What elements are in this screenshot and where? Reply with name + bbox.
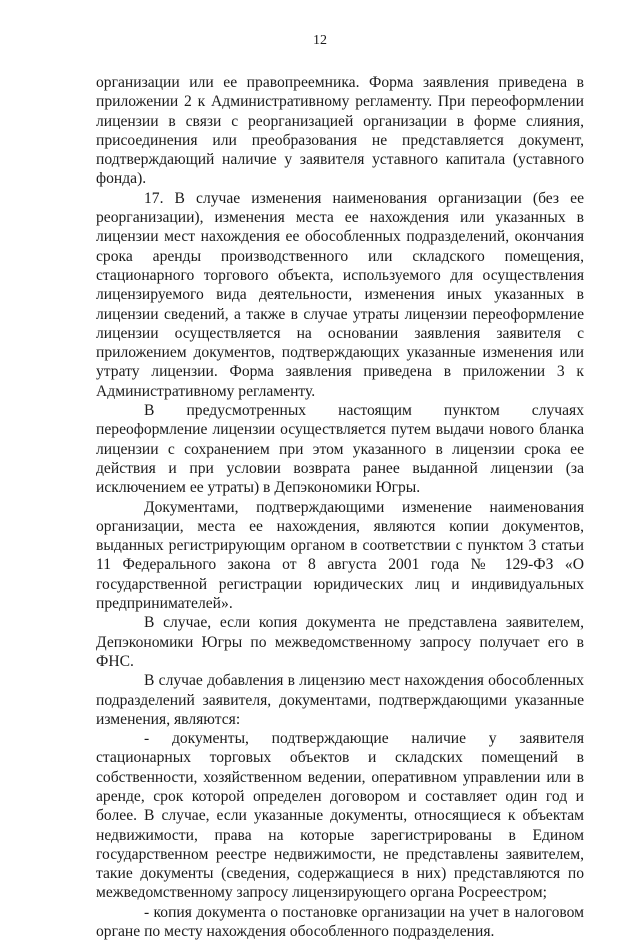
paragraph-adding-locations: В случае добавления в лицензию мест нахождения обособленных подразделений заявителя, документами, подтверждающими указанные изменения, являются: — [96, 672, 584, 728]
paragraph-reissue-conditions: В предусмотренных настоящим пунктом случаях переоформление лицензии осуществляется путем выдачи нового бланка лицензии с сохранением при этом указанного в лицензии срока ее действия и при условии возврата ранее выданной лицензии (за исключением ее утраты) в Депэкономики Югры. — [96, 402, 584, 497]
list-item-tax-registration: - копия документа о постановке организации на учет в налоговом органе по месту нахождения обособленного подразделения. — [96, 903, 584, 941]
paragraph-item-17: 17. В случае изменения наименования организации (без ее реорганизации), изменения места ее нахождения или указанных в лицензии мест нахождения ее обособленных подразделений, окончания срока аренды производственного или складского помещения, стационарного торгового объекта, используемого для осуществления лицензируемого вида деятельности, изменения иных указанных в лицензии сведений, а также в случае утраты лицензии переоформление лицензии осуществляется на основании заявления заявителя с приложением документов, подтверждающих указанные изменения или утрату лицензии. Форма заявления приведена в приложении 3 к Административному регламенту. — [96, 189, 584, 400]
page-number: 12 — [313, 33, 327, 48]
document-body — [96, 73, 584, 941]
paragraph-continuation: организации или ее правопреемника. Форма заявления приведена в приложении 2 к Административному регламенту. При переоформлении лицензии в связи с реорганизацией организации в форме слияния, присоединения или преобразования не представляется документ, подтверждающий наличие у заявителя уставного капитала (уставного фонда). — [96, 74, 584, 188]
list-item-premises-documents: - документы, подтверждающие наличие у заявителя стационарных торговых объектов и складских помещений в собственности, хозяйственном ведении, оперативном управлении или в аренде, срок которой определен договором и составляет один год и более. В случае, если указанные документы, относящиеся к объектам недвижимости, права на которые зарегистрированы в Едином государственном реестре недвижимости, не представлены заявителем, такие документы (сведения, содержащиеся в них) представляются по межведомственному запросу лицензирующего органа Росреестром; — [96, 730, 584, 902]
paragraph-confirming-documents: Документами, подтверждающими изменение наименования организации, места ее нахождения, являются копии документов, выданных регистрирующим органом в соответствии с пунктом 3 статьи 11 Федерального закона от 8 августа 2001 года № 129-ФЗ «О государственной регистрации юридических лиц и индивидуальных предпринимателей». — [96, 498, 584, 613]
paragraph-interagency-request: В случае, если копия документа не представлена заявителем, Депэкономики Югры по межведомственному запросу получает его в ФНС. — [96, 614, 584, 670]
